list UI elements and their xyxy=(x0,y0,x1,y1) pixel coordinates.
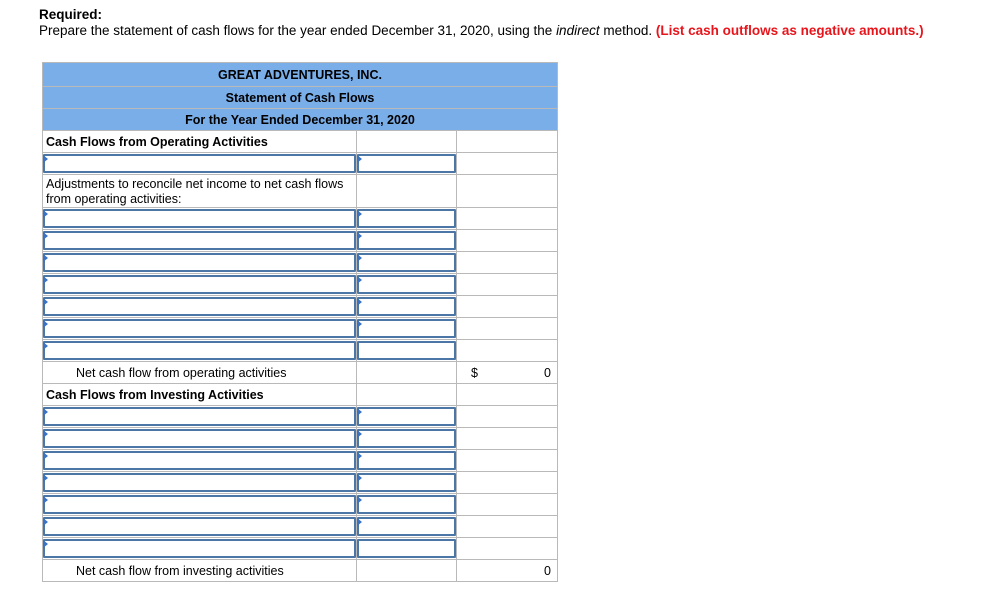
adjustment-label-input[interactable] xyxy=(43,230,357,252)
dropdown-arrow-icon xyxy=(43,496,48,504)
adjustment-label-input[interactable] xyxy=(43,296,357,318)
dropdown-arrow-icon xyxy=(43,276,48,284)
dropdown-arrow-icon xyxy=(43,342,48,350)
dropdown-arrow-icon xyxy=(357,254,362,262)
adjustments-label: Adjustments to reconcile net income to net cash flows from operating activities: xyxy=(43,175,357,208)
adjustment-amount-input[interactable] xyxy=(357,296,457,318)
statement-title: Statement of Cash Flows xyxy=(43,87,558,109)
dropdown-arrow-icon xyxy=(43,430,48,438)
statement-period: For the Year Ended December 31, 2020 xyxy=(43,109,558,131)
adjustment-label-input[interactable] xyxy=(43,274,357,296)
investing-line-amount-input[interactable] xyxy=(357,406,457,428)
dropdown-arrow-icon xyxy=(357,155,362,163)
company-name: GREAT ADVENTURES, INC. xyxy=(43,63,558,87)
dropdown-arrow-icon xyxy=(43,254,48,262)
dropdown-arrow-icon xyxy=(43,155,48,163)
dropdown-arrow-icon xyxy=(357,430,362,438)
adjustment-amount-input[interactable] xyxy=(357,274,457,296)
dropdown-arrow-icon xyxy=(357,276,362,284)
adjustment-amount-input[interactable] xyxy=(357,340,457,362)
dropdown-arrow-icon xyxy=(43,474,48,482)
dropdown-arrow-icon xyxy=(43,210,48,218)
adjustment-label-input[interactable] xyxy=(43,252,357,274)
net-operating-cash-flow-value: 0 xyxy=(544,366,551,380)
dropdown-arrow-icon xyxy=(43,320,48,328)
operating-line-amount-input[interactable] xyxy=(357,153,457,175)
adjustment-amount-input[interactable] xyxy=(357,318,457,340)
dropdown-arrow-icon xyxy=(357,518,362,526)
required-heading: Required: xyxy=(39,7,103,22)
dropdown-arrow-icon xyxy=(357,408,362,416)
dropdown-arrow-icon xyxy=(357,452,362,460)
investing-line-label-input[interactable] xyxy=(43,428,357,450)
dropdown-arrow-icon xyxy=(357,474,362,482)
net-investing-cash-flow-value: 0 xyxy=(544,564,551,578)
currency-symbol: $ xyxy=(471,366,478,380)
investing-line-label-input[interactable] xyxy=(43,494,357,516)
dropdown-arrow-icon xyxy=(43,518,48,526)
instruction-text: Prepare the statement of cash flows for the year ended December 31, 2020, using the indirect method. (List cash outflows as negative amounts.) xyxy=(39,23,924,38)
dropdown-arrow-icon xyxy=(357,320,362,328)
dropdown-arrow-icon xyxy=(357,232,362,240)
net-investing-cash-flow-total xyxy=(457,560,558,582)
dropdown-arrow-icon xyxy=(357,298,362,306)
operating-line-label-input[interactable] xyxy=(43,153,357,175)
net-operating-cash-flow-total xyxy=(457,362,558,384)
dropdown-arrow-icon xyxy=(43,408,48,416)
adjustment-label-input[interactable] xyxy=(43,208,357,230)
investing-activities-heading: Cash Flows from Investing Activities xyxy=(43,384,357,406)
net-operating-cash-flow-label: Net cash flow from operating activities xyxy=(43,362,357,384)
cash-flow-statement-table xyxy=(42,62,558,582)
investing-line-amount-input[interactable] xyxy=(357,516,457,538)
dropdown-arrow-icon xyxy=(357,210,362,218)
investing-line-label-input[interactable] xyxy=(43,516,357,538)
dropdown-arrow-icon xyxy=(43,298,48,306)
net-investing-cash-flow-label: Net cash flow from investing activities xyxy=(43,560,357,582)
dropdown-arrow-icon xyxy=(43,232,48,240)
investing-line-amount-input[interactable] xyxy=(357,538,457,560)
adjustment-label-input[interactable] xyxy=(43,318,357,340)
investing-line-label-input[interactable] xyxy=(43,406,357,428)
investing-line-amount-input[interactable] xyxy=(357,494,457,516)
adjustment-amount-input[interactable] xyxy=(357,252,457,274)
investing-line-label-input[interactable] xyxy=(43,472,357,494)
operating-activities-heading: Cash Flows from Operating Activities xyxy=(43,131,357,153)
investing-line-amount-input[interactable] xyxy=(357,428,457,450)
investing-line-amount-input[interactable] xyxy=(357,450,457,472)
dropdown-arrow-icon xyxy=(43,540,48,548)
investing-line-label-input[interactable] xyxy=(43,538,357,560)
dropdown-arrow-icon xyxy=(357,496,362,504)
adjustment-amount-input[interactable] xyxy=(357,230,457,252)
investing-line-label-input[interactable] xyxy=(43,450,357,472)
instructions xyxy=(39,7,924,39)
negative-amounts-note: (List cash outflows as negative amounts.) xyxy=(655,23,924,38)
adjustment-label-input[interactable] xyxy=(43,340,357,362)
investing-line-amount-input[interactable] xyxy=(357,472,457,494)
dropdown-arrow-icon xyxy=(43,452,48,460)
adjustment-amount-input[interactable] xyxy=(357,208,457,230)
